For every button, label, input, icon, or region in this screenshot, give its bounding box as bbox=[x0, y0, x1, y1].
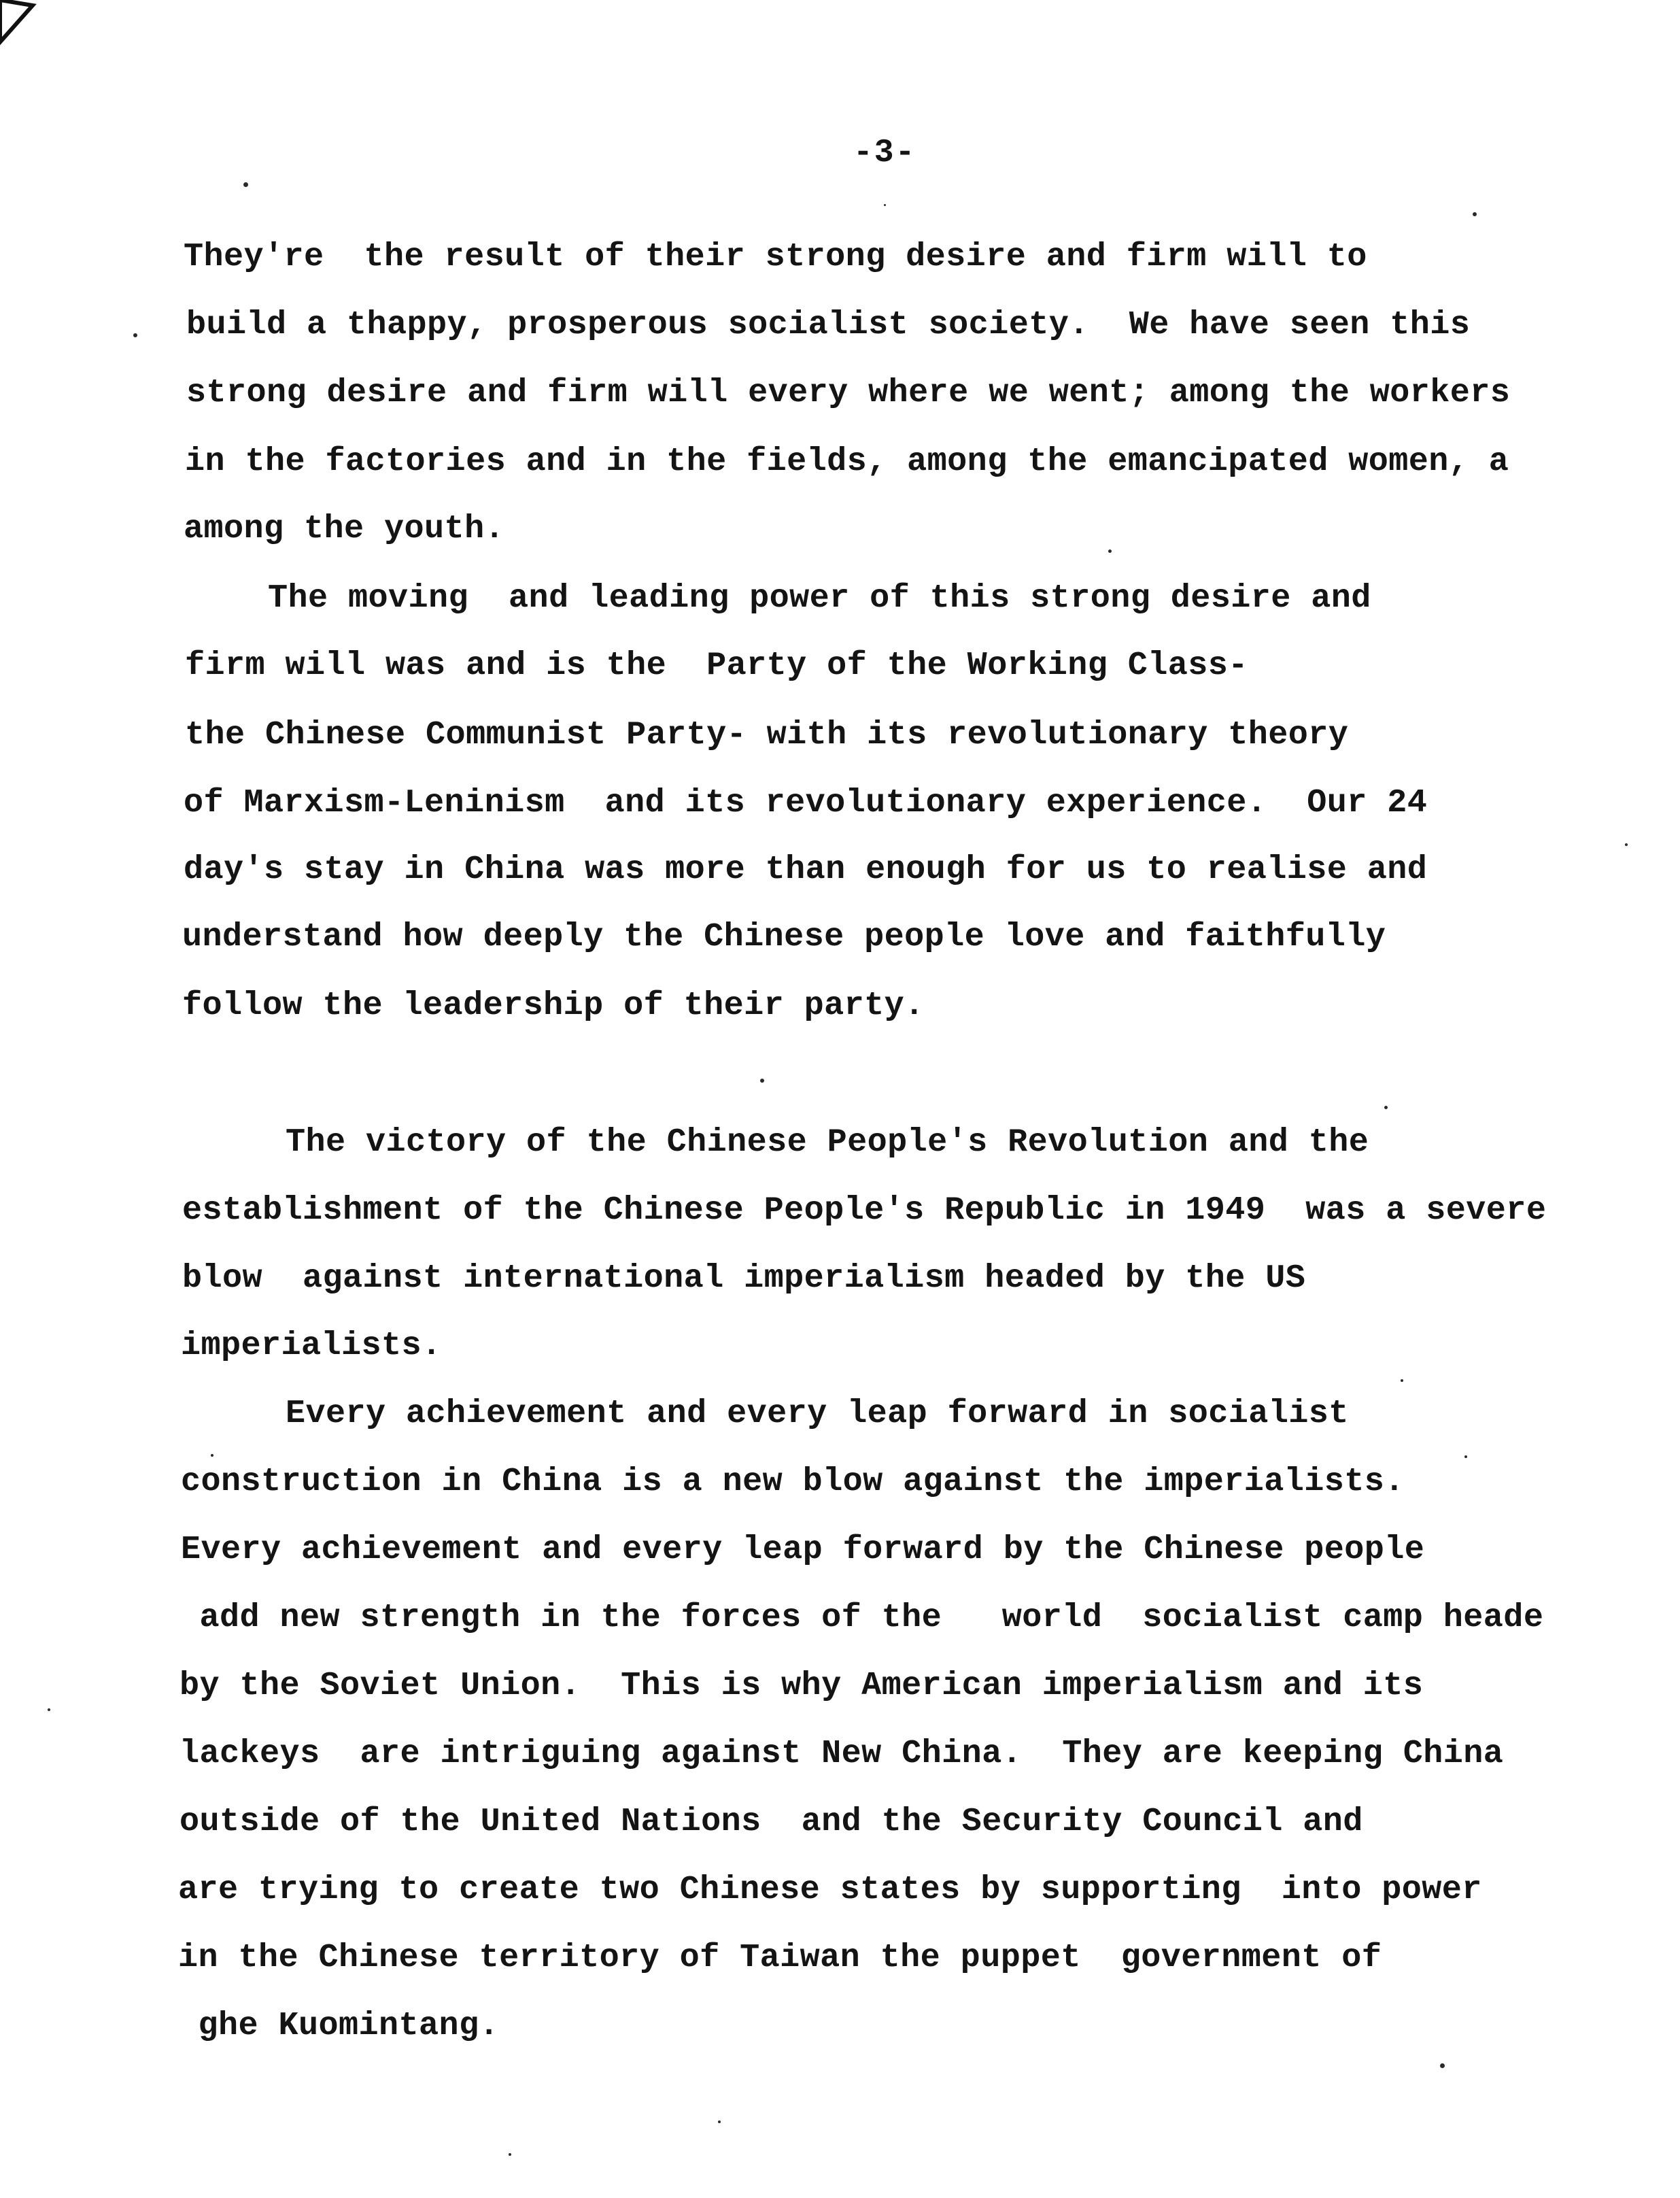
text-line: imperialists. bbox=[181, 1327, 442, 1364]
text-line: day's stay in China was more than enough for us to realise and bbox=[184, 851, 1428, 888]
text-line: among the youth. bbox=[184, 510, 505, 547]
text-line: The victory of the Chinese People's Revolution and the bbox=[286, 1123, 1369, 1161]
scan-speck bbox=[884, 204, 886, 206]
text-line: establishment of the Chinese People's Republic in 1949 was a severe bbox=[182, 1191, 1547, 1229]
scan-speck bbox=[243, 182, 248, 187]
scan-speck bbox=[760, 1079, 764, 1083]
text-line: by the Soviet Union. This is why American imperialism and its bbox=[179, 1667, 1424, 1704]
scan-speck bbox=[718, 2120, 721, 2123]
scan-speck bbox=[211, 1454, 213, 1457]
text-line: blow against international imperialism headed by the US bbox=[182, 1259, 1306, 1297]
page-number: -3- bbox=[853, 135, 916, 171]
text-line: build a thappy, prosperous socialist society. We have seen this bbox=[186, 306, 1471, 343]
scan-speck bbox=[1384, 1106, 1388, 1109]
text-line: strong desire and firm will every where we went; among the workers bbox=[186, 374, 1511, 411]
page-corner-mark-icon bbox=[0, 0, 41, 48]
text-line: lackeys are intriguing against New China. They are keeping China bbox=[179, 1735, 1504, 1772]
text-line: The moving and leading power of this strong desire and bbox=[268, 579, 1371, 617]
scan-speck bbox=[1464, 1455, 1467, 1458]
text-line: add new strength in the forces of the world socialist camp heade bbox=[179, 1599, 1544, 1636]
text-line: construction in China is a new blow against the imperialists. bbox=[181, 1463, 1405, 1500]
scan-speck bbox=[1625, 843, 1628, 846]
scan-speck bbox=[1401, 1379, 1403, 1382]
scan-speck bbox=[48, 1708, 50, 1711]
text-line: outside of the United Nations and the Security Council and bbox=[179, 1803, 1363, 1840]
scan-speck bbox=[133, 333, 137, 337]
scan-speck bbox=[509, 2153, 511, 2156]
text-line: firm will was and is the Party of the Working Class- bbox=[185, 647, 1248, 684]
scan-speck bbox=[1440, 2063, 1445, 2068]
text-line: follow the leadership of their party. bbox=[182, 987, 925, 1024]
text-line: of Marxism-Leninism and its revolutionary experience. Our 24 bbox=[184, 784, 1428, 822]
scan-speck bbox=[1108, 550, 1112, 553]
scan-speck bbox=[1473, 212, 1477, 216]
text-line: in the Chinese territory of Taiwan the puppet government of bbox=[178, 1939, 1382, 1976]
text-line: are trying to create two Chinese states by supporting into power bbox=[178, 1871, 1482, 1908]
text-line: understand how deeply the Chinese people love and faithfully bbox=[182, 918, 1386, 956]
text-line: ghe Kuomintang. bbox=[178, 2007, 500, 2044]
text-line: the Chinese Communist Party- with its revolutionary theory bbox=[185, 716, 1349, 754]
text-line: Every achievement and every leap forward by the Chinese people bbox=[181, 1531, 1425, 1568]
text-line: in the factories and in the fields, among the emancipated women, a bbox=[185, 443, 1509, 480]
text-line: They're the result of their strong desire and firm will to bbox=[184, 238, 1367, 275]
text-line: Every achievement and every leap forward in socialist bbox=[286, 1395, 1349, 1432]
